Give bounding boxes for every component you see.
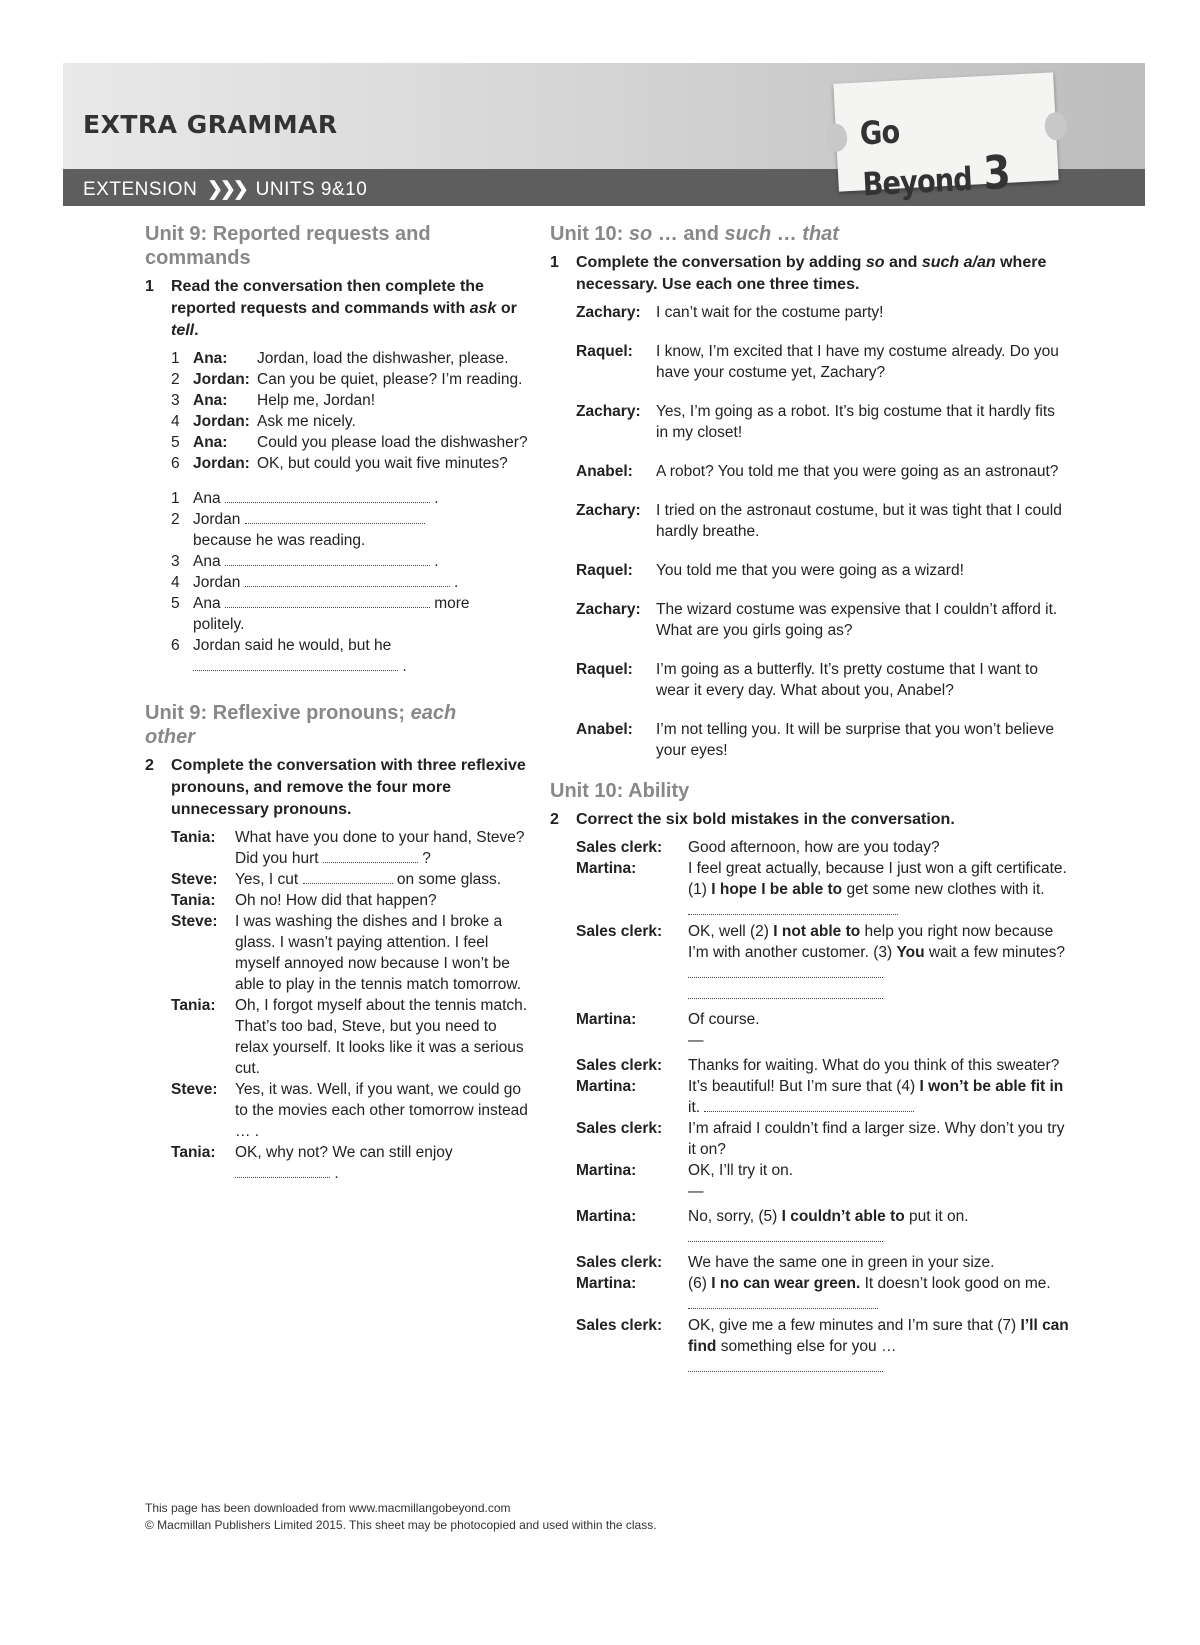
dialog-text: You told me that you were going as a wizard! (656, 562, 964, 579)
bold-mistake: I’ll can find (688, 1317, 1069, 1355)
dialog-text-part: it. (688, 1099, 705, 1116)
answer-text (193, 572, 530, 593)
answer-prompt: Jordan (193, 511, 241, 528)
answer-line (145, 635, 530, 677)
dialog-text (235, 911, 530, 995)
speaker-name: Raquel: (576, 562, 633, 579)
dialog-text (235, 890, 530, 911)
dialog-text (235, 869, 530, 890)
answer-line (145, 572, 530, 593)
speaker-name: Martina: (576, 1078, 637, 1095)
title-line: other (145, 726, 195, 748)
dialog-line (145, 411, 530, 432)
dialog-text-part: We have the same one in green in your size. (688, 1254, 995, 1271)
right-column (550, 222, 1070, 1382)
speaker-name: Tania: (171, 1144, 216, 1161)
speaker-name: Raquel: (576, 661, 633, 678)
dialog-line (145, 348, 530, 369)
title-line: each (410, 702, 457, 724)
logo-text (859, 106, 1030, 207)
instruction-1-right (550, 252, 1070, 296)
dialog-text: The wizard costume was expensive that I couldn’t afford it. What are you girls going as? (656, 601, 1058, 639)
answer-prompt: Jordan (193, 574, 241, 591)
answer-text (193, 488, 530, 509)
answer-number: 5 (171, 595, 180, 612)
spacer (550, 1378, 1070, 1382)
answer-list (145, 488, 530, 677)
dialog-line (145, 432, 530, 453)
answer-number: 6 (171, 637, 180, 654)
answer-blank[interactable] (688, 1294, 878, 1309)
answer-suffix: . (402, 658, 407, 675)
dialog-text: I know, I’m excited that I have my costume already. Do you have your costume yet, Zachary? (656, 343, 1059, 381)
dialog-text-part: OK, well (2) (688, 923, 774, 940)
subheader-units: UNITS 9&10 (255, 179, 368, 200)
dialog-text: Can you be quiet, please? I’m reading. (257, 371, 523, 388)
footer-copyright: © Macmillan Publishers Limited 2015. This sheet may be photocopied and used within the class. (145, 1518, 657, 1532)
dialog-line (145, 1079, 530, 1142)
dialog-text: A robot? You told me that you were going as an astronaut? (656, 463, 1059, 480)
answer-suffix: . (434, 553, 439, 570)
answer-blank[interactable] (245, 572, 450, 587)
answer-suffix: more (434, 595, 470, 612)
line-number: 4 (171, 413, 180, 430)
answer-blank[interactable] (323, 848, 418, 863)
section-title-reported (145, 222, 530, 270)
dialog-line (550, 837, 1070, 858)
instruction-part: such a/an (921, 254, 996, 271)
dialog-text-part: something else for you … (716, 1338, 897, 1355)
dialog-line (550, 560, 1070, 581)
answer-text (193, 635, 530, 677)
dialog-line (145, 869, 530, 890)
title-part: so (628, 223, 653, 245)
dialog-text-part: Thanks for waiting. What do you think of this sweater? (688, 1057, 1060, 1074)
instruction-2-right (550, 809, 1070, 831)
answer-blank[interactable] (303, 869, 393, 884)
answer-prompt: Ana (193, 490, 221, 507)
dialog-reflexive (145, 827, 530, 1184)
bold-mistake: I won’t be able fit in (919, 1078, 1064, 1095)
answer-number: 2 (171, 511, 180, 528)
bold-mistake: I couldn’t able to (781, 1208, 905, 1225)
title-part: that (802, 223, 839, 245)
answer-prompt: Jordan said he would, but he (193, 637, 392, 654)
answer-blank[interactable] (688, 1357, 883, 1372)
bold-mistake: I not able to (773, 923, 861, 940)
dialog-line (550, 302, 1070, 323)
speaker-name: Sales clerk: (576, 839, 663, 856)
dialog-text-part: OK, why not? We can still enjoy (235, 1144, 453, 1161)
footer (145, 1500, 657, 1534)
speaker-name: Martina: (576, 1162, 637, 1179)
dialog-text (688, 1273, 1070, 1315)
instruction-part: Read the conversation then complete the reported requests and commands with (171, 278, 484, 317)
speaker-name: Martina: (576, 1275, 637, 1292)
instruction-1 (145, 276, 530, 342)
answer-line (145, 488, 530, 509)
answer-blank[interactable] (245, 509, 425, 524)
subheader-text (83, 178, 367, 201)
dialog-text-part: It doesn’t look good on me. (860, 1275, 1051, 1292)
speaker-name: Martina: (576, 860, 637, 877)
speaker-name: Zachary: (576, 304, 641, 321)
logo-number: 3 (982, 144, 1012, 201)
dialog-text (688, 1009, 1070, 1051)
bold-mistake: I no can wear green. (711, 1275, 861, 1292)
dialog-line (550, 1160, 1070, 1202)
dialog-text (235, 995, 530, 1079)
dialog-line (550, 1055, 1070, 1076)
dialog-text: Help me, Jordan! (257, 392, 376, 409)
instruction-text (171, 276, 530, 342)
dialog-text (688, 1055, 1070, 1076)
dialog-text-part: Oh, I forgot myself about the tennis match. That’s too bad, Steve, but you need to relax yourself. It looks like it was a serious cut. (235, 997, 528, 1077)
section-title-reflexive (145, 701, 530, 749)
instruction-number: 2 (145, 757, 154, 774)
answer-blank[interactable] (225, 551, 430, 566)
speaker-name: Sales clerk: (576, 1057, 663, 1074)
dialog-text (688, 1315, 1070, 1378)
section-title-so-such (550, 222, 1070, 246)
instruction-text: Correct the six bold mistakes in the conversation. (576, 811, 955, 828)
line-number: 3 (171, 392, 180, 409)
speaker-name: Tania: (171, 829, 216, 846)
dialog-line (550, 1206, 1070, 1248)
answer-blank[interactable] (225, 593, 430, 608)
dialog-line (145, 390, 530, 411)
dialog-text-part: help you right now because I’m with another customer. (3) (688, 923, 1054, 961)
dialog-text (688, 1160, 1070, 1202)
instruction-part: Complete the conversation by adding (576, 254, 866, 271)
speaker-name: Steve: (171, 871, 218, 888)
dialog-text: I tried on the astronaut costume, but it was tight that I could hardly breathe. (656, 502, 1062, 540)
dialog-line (550, 1273, 1070, 1315)
speaker-name: Martina: (576, 1208, 637, 1225)
subheader-extension: EXTENSION (83, 179, 198, 200)
answer-line (145, 593, 530, 635)
speaker-name: Martina: (576, 1011, 637, 1028)
dialog-text (688, 858, 1070, 921)
dialog-ability (550, 837, 1070, 1382)
answer-suffix: . (434, 490, 439, 507)
answer-blank[interactable] (688, 900, 898, 915)
answer-dash: — (688, 1032, 704, 1049)
speaker-name: Sales clerk: (576, 1254, 663, 1271)
dialog-reported (145, 348, 530, 474)
answer-dash: — (688, 1183, 704, 1200)
dialog-line (145, 827, 530, 869)
dialog-line (550, 858, 1070, 921)
dialog-text-part: Good afternoon, how are you today? (688, 839, 940, 856)
section-title-ability: Unit 10: Ability (550, 780, 690, 802)
instruction-part: or (496, 300, 517, 317)
dialog-line (550, 1252, 1070, 1273)
speaker-name: Tania: (171, 892, 216, 909)
answer-blank[interactable] (688, 1227, 883, 1242)
speaker-name: Zachary: (576, 502, 641, 519)
dialog-text (688, 1206, 1070, 1248)
dialog-text (688, 1252, 1070, 1273)
speaker-name: Zachary: (576, 601, 641, 618)
speaker-name: Sales clerk: (576, 1317, 663, 1334)
title-line: commands (145, 247, 251, 269)
answer-blank[interactable] (688, 963, 883, 978)
instruction-part: so (865, 254, 885, 271)
instruction-part: and (884, 254, 922, 271)
dialog-line (550, 719, 1070, 761)
dialog-text: I’m going as a butterfly. It’s pretty costume that I want to wear it every day. What about you, Anabel? (656, 661, 1038, 699)
triple-arrow-icon: ❯❯❯ (207, 179, 246, 200)
dialog-text (688, 921, 1070, 1005)
speaker-name: Anabel: (576, 721, 633, 738)
dialog-line (550, 401, 1070, 443)
dialog-text-part: on some glass. (396, 871, 502, 888)
dialog-text-part: (6) (688, 1275, 712, 1292)
speaker-name: Steve: (171, 1081, 218, 1098)
dialog-line (550, 500, 1070, 542)
dialog-text (235, 1142, 530, 1184)
dialog-text-part: What have you done to your hand, Steve? Did you hurt (235, 829, 525, 867)
dialog-text-part: OK, I’ll try it on. (688, 1162, 794, 1179)
dialog-line (145, 369, 530, 390)
dialog-line (550, 341, 1070, 383)
instruction-number: 1 (145, 278, 154, 295)
speaker-name: Anabel: (576, 463, 633, 480)
bold-mistake: You (896, 944, 925, 961)
instruction-part: ask (469, 300, 497, 317)
dialog-line (145, 453, 530, 474)
answer-continuation: politely. (193, 616, 245, 633)
title-part: … (771, 223, 803, 245)
dialog-text-part: It’s beautiful! But I’m sure that (4) (688, 1078, 920, 1095)
title-part: such (724, 223, 772, 245)
page-title: EXTRA GRAMMAR (83, 110, 338, 139)
answer-number: 1 (171, 490, 180, 507)
dialog-text-part: Yes, I cut (235, 871, 299, 888)
speaker-name: Jordan: (193, 455, 250, 472)
dialog-text: Jordan, load the dishwasher, please. (257, 350, 509, 367)
dialog-text: I can’t wait for the costume party! (656, 304, 884, 321)
answer-blank[interactable] (704, 1097, 914, 1112)
speaker-name: Sales clerk: (576, 923, 663, 940)
dialog-line (550, 1009, 1070, 1051)
answer-text (193, 593, 530, 635)
instruction-number: 1 (550, 254, 559, 271)
dialog-text (688, 837, 1070, 858)
dialog-line (550, 659, 1070, 701)
dialog-text-part: No, sorry, (5) (688, 1208, 782, 1225)
dialog-text: Ask me nicely. (257, 413, 356, 430)
speaker-name: Raquel: (576, 343, 633, 360)
title-line: Unit 9: Reported requests and (145, 223, 431, 245)
answer-blank[interactable] (193, 656, 398, 671)
line-number: 1 (171, 350, 180, 367)
speaker-name: Jordan: (193, 413, 250, 430)
speaker-name: Ana: (193, 392, 228, 409)
dialog-text-part: OK, give me a few minutes and I’m sure that (7) (688, 1317, 1021, 1334)
instruction-number: 2 (550, 811, 559, 828)
instruction-part: tell (171, 322, 195, 339)
dialog-text-part: I’m afraid I couldn’t find a larger size. Why don’t you try it on? (688, 1120, 1065, 1158)
instruction-part: where necessary. Use each one three times. (576, 254, 1047, 293)
dialog-text (688, 1076, 1070, 1118)
title-part: … and (652, 223, 725, 245)
speaker-name: Tania: (171, 997, 216, 1014)
answer-prompt: Ana (193, 553, 221, 570)
dialog-line (550, 461, 1070, 482)
line-number: 5 (171, 434, 180, 451)
title-line: Unit 9: Reflexive pronouns; (145, 702, 411, 724)
instruction-2 (145, 755, 530, 821)
dialog-line (550, 599, 1070, 641)
dialog-text: Could you please load the dishwasher? (257, 434, 528, 451)
dialog-text-part: Yes, it was. Well, if you want, we could go to the movies each other tomorrow instead … . (235, 1081, 528, 1140)
speaker-name: Ana: (193, 350, 228, 367)
line-number: 2 (171, 371, 180, 388)
instruction-text: Complete the conversation with three reflexive pronouns, and remove the four more unnecessary pronouns. (171, 757, 526, 818)
title-part: Unit 10: (550, 223, 629, 245)
dialog-text (688, 1118, 1070, 1160)
dialog-text-part: Of course. (688, 1011, 760, 1028)
instruction-text (576, 252, 1070, 296)
footer-download-note: This page has been downloaded from www.macmillangobeyond.com (145, 1501, 511, 1515)
dialog-so-such (550, 302, 1070, 761)
answer-blank[interactable] (225, 488, 430, 503)
speaker-name: Ana: (193, 434, 228, 451)
dialog-line (550, 1315, 1070, 1378)
dialog-text: Yes, I’m going as a robot. It’s big costume that it hardly fits in my closet! (656, 403, 1055, 441)
dialog-line (145, 995, 530, 1079)
answer-prompt: Ana (193, 595, 221, 612)
answer-suffix: . (454, 574, 459, 591)
dialog-line (145, 1142, 530, 1184)
dialog-text: OK, but could you wait five minutes? (257, 455, 508, 472)
logo-name: Go Beyond (858, 112, 973, 204)
bold-mistake: I hope I be able to (711, 881, 843, 898)
answer-text (193, 551, 530, 572)
dialog-text (235, 827, 530, 869)
answer-line (145, 551, 530, 572)
answer-line (145, 509, 530, 551)
speaker-name: Sales clerk: (576, 1120, 663, 1137)
dialog-line (550, 1118, 1070, 1160)
dialog-text-part: I was washing the dishes and I broke a glass. I wasn’t paying attention. I feel myself annoyed now because I won’t be able to play in the tennis match tomorrow. (235, 913, 522, 993)
line-number: 6 (171, 455, 180, 472)
dialog-text-part: I feel great actually, because I just won a gift certificate. (1) (688, 860, 1067, 898)
dialog-text-part: put it on. (904, 1208, 969, 1225)
answer-blank[interactable] (688, 984, 883, 999)
answer-text (193, 509, 530, 551)
dialog-line (145, 890, 530, 911)
dialog-line (550, 1076, 1070, 1118)
dialog-line (550, 921, 1070, 1005)
speaker-name: Zachary: (576, 403, 641, 420)
answer-number: 3 (171, 553, 180, 570)
dialog-text-part: ? (422, 850, 431, 867)
dialog-text: I’m not telling you. It will be surprise that you won’t believe your eyes! (656, 721, 1055, 759)
dialog-text (235, 1079, 530, 1142)
answer-blank[interactable] (235, 1163, 330, 1178)
dialog-line (145, 911, 530, 995)
instruction-part: . (194, 322, 199, 339)
answer-number: 4 (171, 574, 180, 591)
speaker-name: Steve: (171, 913, 218, 930)
speaker-name: Jordan: (193, 371, 250, 388)
answer-continuation: because he was reading. (193, 532, 366, 549)
left-column (145, 222, 530, 1184)
dialog-text-part: Oh no! How did that happen? (235, 892, 437, 909)
dialog-text-part: wait a few minutes? (924, 944, 1066, 961)
go-beyond-logo (833, 72, 1058, 204)
dialog-text-part: get some new clothes with it. (842, 881, 1045, 898)
dialog-text-part: . (334, 1165, 339, 1182)
